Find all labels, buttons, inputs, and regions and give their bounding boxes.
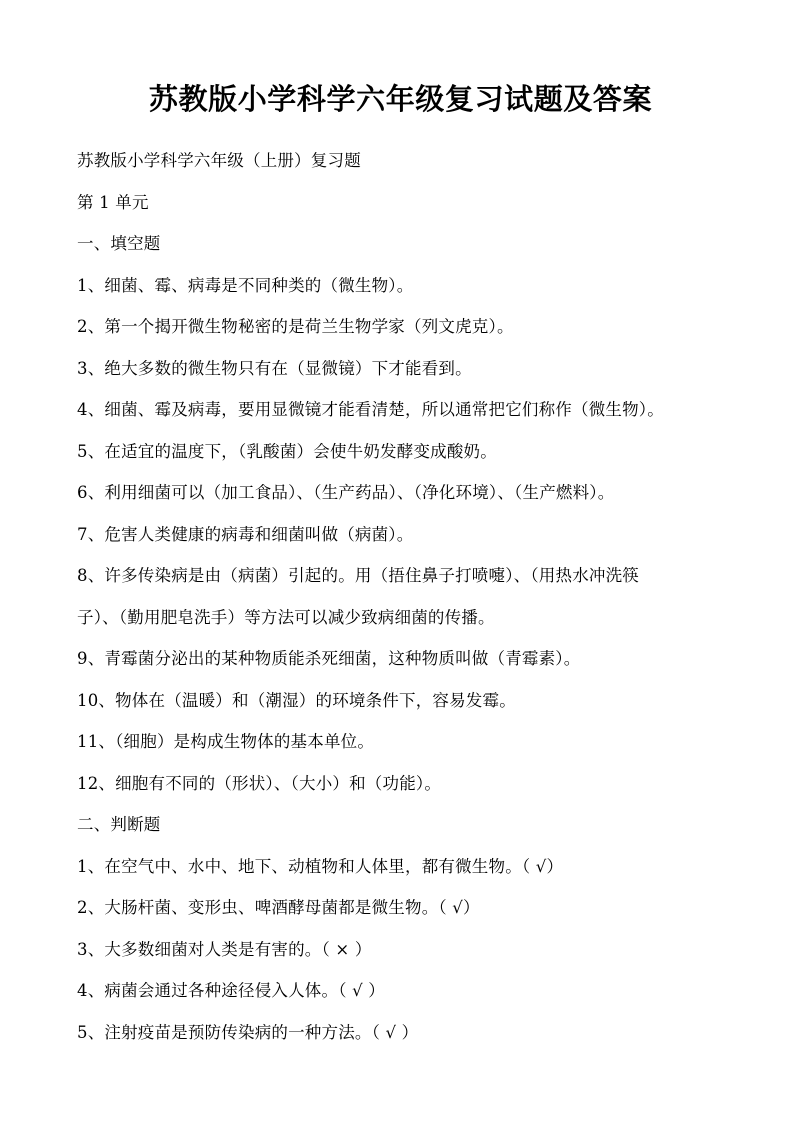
question-line: 10、物体在（温暖）和（潮湿）的环境条件下，容易发霉。 xyxy=(77,690,516,710)
question-line: 6、利用细菌可以（加工食品）、（生产药品）、（净化环境）、（生产燃料）。 xyxy=(77,483,615,502)
question-line: 3、绝大多数的微生物只有在（显微镜）下才能看到。 xyxy=(77,358,472,378)
document-body xyxy=(77,140,754,1053)
section-heading-fill-blank: 一、填空题 xyxy=(77,234,161,253)
question-line: 5、在适宜的温度下，（乳酸菌）会使牛奶发酵变成酸奶。 xyxy=(77,441,497,461)
question-line: 2、第一个揭开微生物秘密的是荷兰生物学家（列文虎克）。 xyxy=(77,317,514,336)
question-line: 9、青霉菌分泌出的某种物质能杀死细菌，这种物质叫做（青霉素）。 xyxy=(77,649,581,668)
question-line: 1、在空气中、水中、地下、动植物和人体里，都有微生物。（ √） xyxy=(77,856,564,876)
unit-heading: 第 1 单元 xyxy=(77,192,149,212)
question-line: 3、大多数细菌对人类是有害的。（ × ） xyxy=(77,939,372,959)
document-title: 苏教版小学科学六年级复习试题及答案 xyxy=(148,82,653,116)
question-line: 8、许多传染病是由（病菌）引起的。用（捂住鼻子打喷嚏）、（用热水冲洗筷 xyxy=(77,566,639,585)
question-line: 5、注射疫苗是预防传染病的一种方法。（ √ ） xyxy=(77,1022,419,1042)
question-line: 11、（细胞）是构成生物体的基本单位。 xyxy=(77,732,375,751)
question-line: 2、大肠杆菌、变形虫、啤酒酵母菌都是微生物。（ √） xyxy=(77,898,480,917)
question-line-continuation: 子）、（勤用肥皂洗手）等方法可以减少致病细菌的传播。 xyxy=(77,607,495,627)
question-line: 12、细胞有不同的（形状）、（大小）和（功能）。 xyxy=(77,773,442,793)
question-line: 4、病菌会通过各种途径侵入人体。（ √ ） xyxy=(77,981,385,1000)
question-line: 4、细菌、霉及病毒，要用显微镜才能看清楚，所以通常把它们称作（微生物）。 xyxy=(77,400,664,419)
question-line: 1、细菌、霉、病毒是不同种类的（微生物）。 xyxy=(77,275,414,295)
section-heading-true-false: 二、判断题 xyxy=(77,815,161,834)
subtitle-line: 苏教版小学科学六年级（上册）复习题 xyxy=(77,151,361,170)
question-line: 7、危害人类健康的病毒和细菌叫做（病菌）。 xyxy=(77,524,414,544)
